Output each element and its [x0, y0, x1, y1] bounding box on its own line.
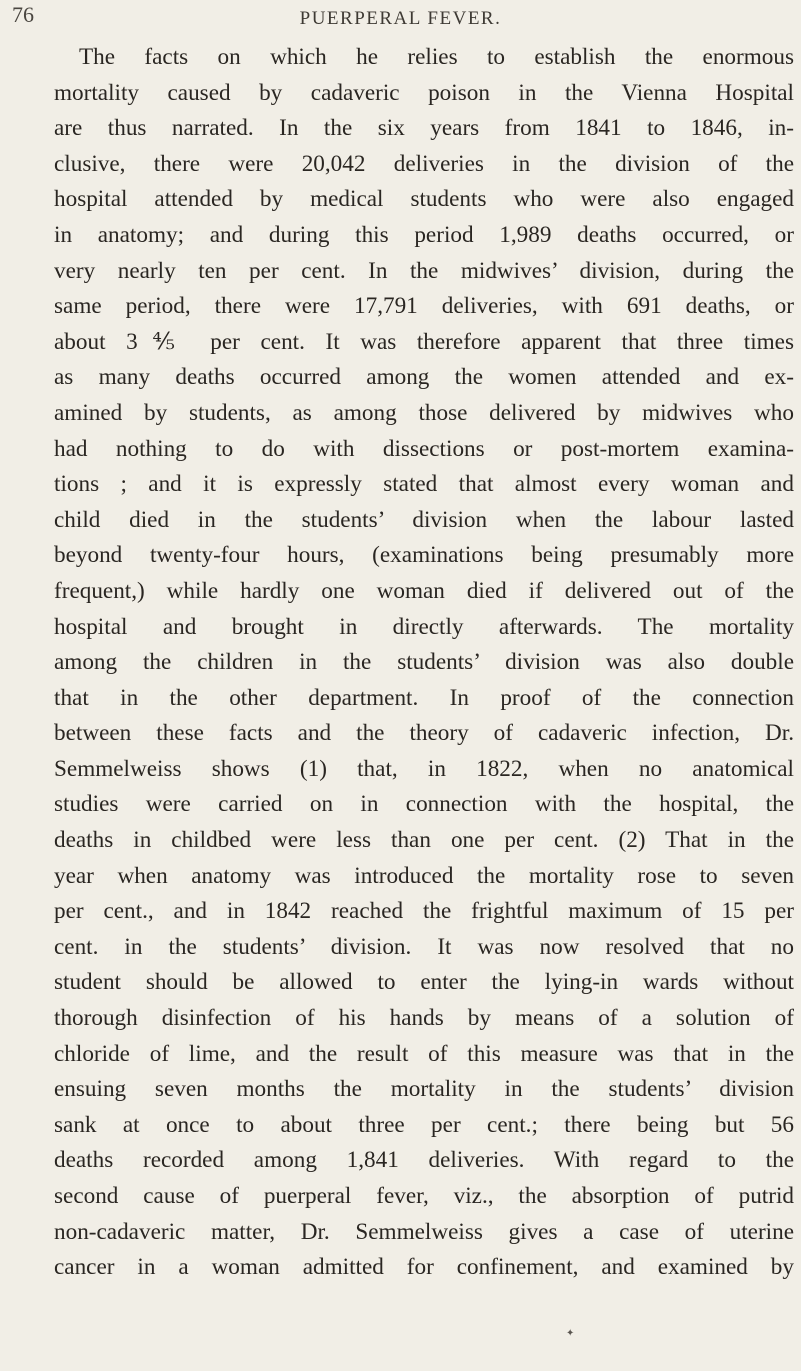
text-line: between these facts and the theory of cadaveric infection, Dr. [54, 720, 794, 747]
text-line: mortality caused by cadaveric poison in the Vienna Hospital [54, 79, 794, 106]
text-line: year when anatomy was introduced the mortality rose to seven [54, 862, 794, 889]
text-line: cancer in a woman admitted for confinement, and examined by [54, 1254, 794, 1281]
text-line: child died in the students’ division when the labour lasted [54, 506, 794, 533]
body-text [54, 40, 794, 1286]
text-line: in anatomy; and during this period 1,989 deaths occurred, or [54, 221, 794, 248]
text-line: had nothing to do with dissections or post-mortem examina- [54, 435, 794, 462]
text-line: thorough disinfection of his hands by means of a solution of [54, 1005, 794, 1032]
running-head: PUERPERAL FEVER. [299, 8, 502, 29]
text-line: that in the other department. In proof of the connection [54, 684, 794, 711]
text-line: chloride of lime, and the result of this measure was that in the [54, 1040, 794, 1067]
text-line: student should be allowed to enter the lying-in wards without [54, 969, 794, 996]
text-line: are thus narrated. In the six years from 1841 to 1846, in- [54, 115, 794, 142]
text-line: about 3⅘ per cent. It was therefore apparent that three times [54, 328, 794, 355]
text-line: The facts on which he relies to establish the enormous [79, 44, 794, 70]
text-line: beyond twenty-four hours, (examinations being presumably more [54, 542, 794, 569]
text-line: cent. in the students’ division. It was now resolved that no [54, 933, 794, 960]
printer-mark-icon: ✦ [566, 1328, 575, 1339]
text-line: as many deaths occurred among the women attended and ex- [54, 364, 794, 391]
text-line: clusive, there were 20,042 deliveries in the division of the [54, 150, 794, 177]
text-line: sank at once to about three per cent.; there being but 56 [54, 1111, 794, 1138]
text-line: second cause of puerperal fever, viz., the absorption of putrid [54, 1183, 794, 1209]
text-line: deaths recorded among 1,841 deliveries. With regard to the [54, 1147, 794, 1174]
text-line: hospital and brought in directly afterwards. The mortality [54, 613, 794, 640]
text-line: same period, there were 17,791 deliveries, with 691 deaths, or [54, 293, 794, 320]
text-line: among the children in the students’ division was also double [54, 649, 794, 676]
text-line: tions ; and it is expressly stated that almost every woman and [54, 471, 794, 498]
text-line: hospital attended by medical students who were also engaged [54, 186, 794, 213]
text-line: Semmelweiss shows (1) that, in 1822, when no anatomical [54, 755, 794, 782]
text-line: ensuing seven months the mortality in the students’ division [54, 1076, 794, 1103]
text-line: frequent,) while hardly one woman died if delivered out of the [54, 577, 794, 604]
text-line: very nearly ten per cent. In the midwives’ division, during the [54, 257, 794, 284]
page-number: 76 [12, 2, 34, 27]
text-line: per cent., and in 1842 reached the frightful maximum of 15 per [54, 898, 794, 925]
text-line: studies were carried on in connection with the hospital, the [54, 791, 794, 818]
text-line: deaths in childbed were less than one per cent. (2) That in the [54, 827, 794, 854]
text-line: amined by students, as among those delivered by midwives who [54, 399, 794, 426]
text-line: non-cadaveric matter, Dr. Semmelweiss gives a case of uterine [54, 1218, 794, 1245]
